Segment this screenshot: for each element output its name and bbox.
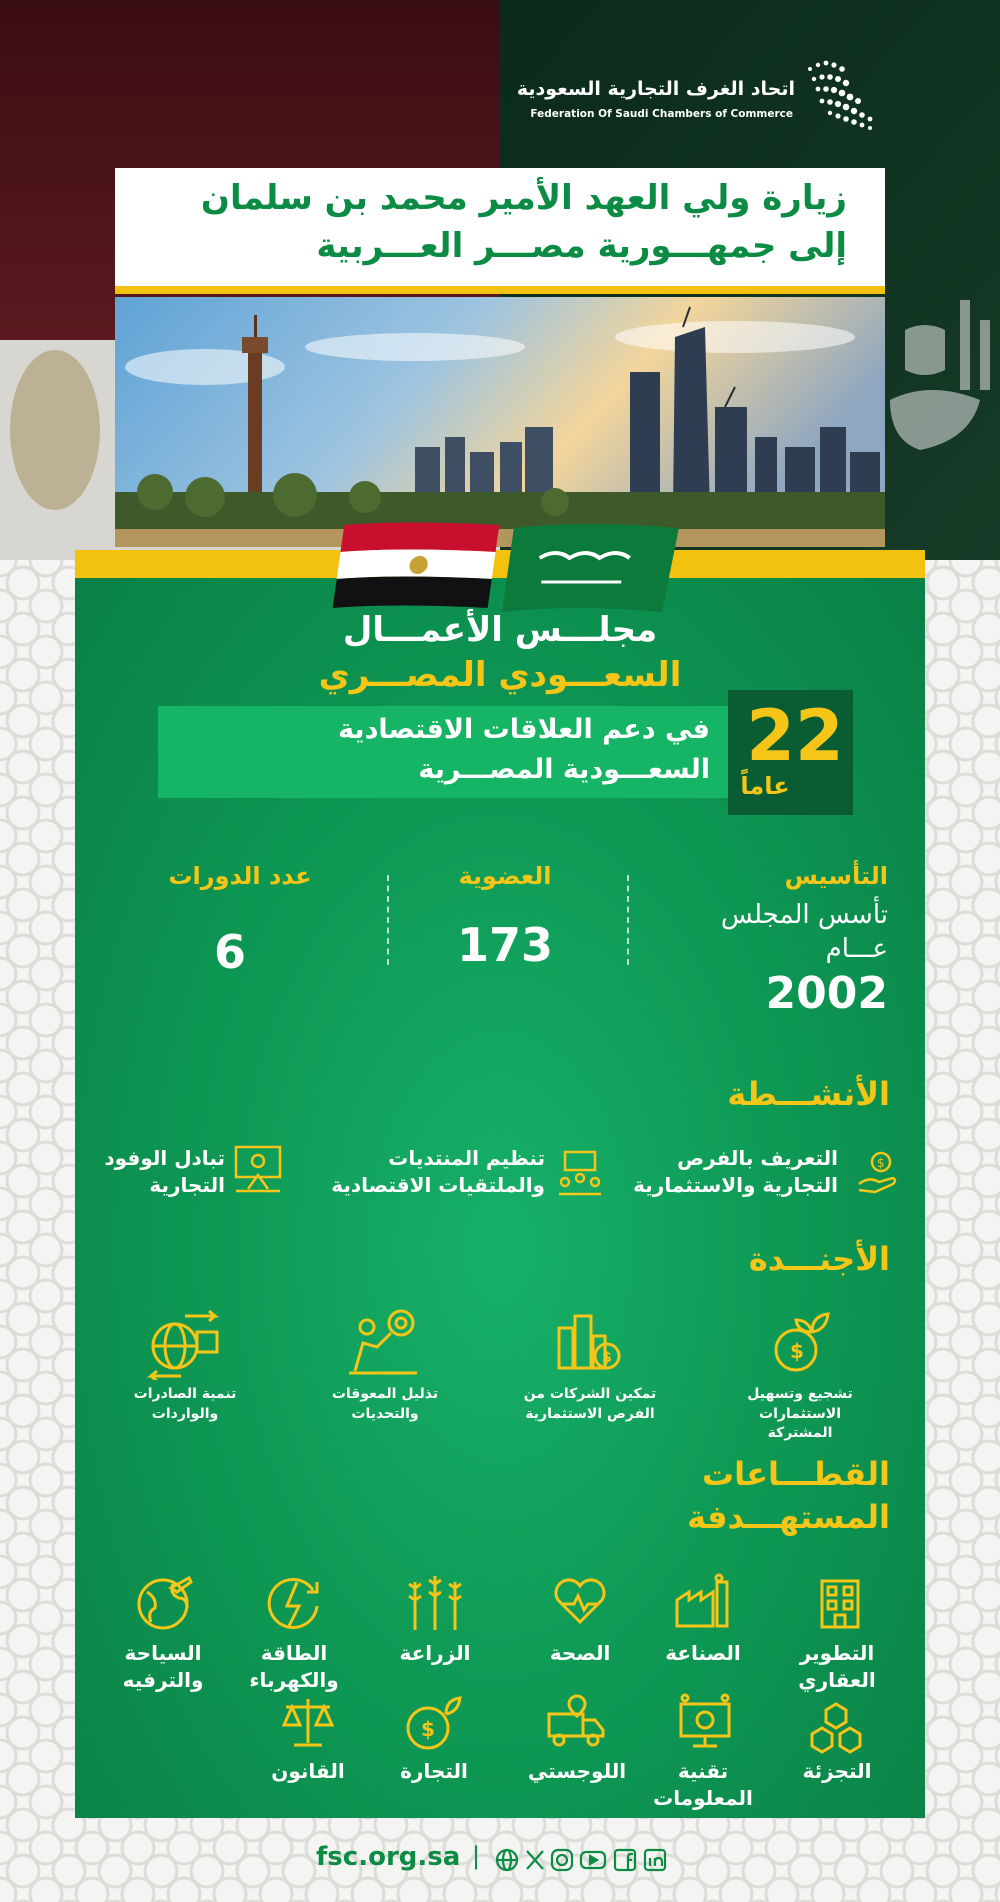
- meeting-icon: [555, 1148, 605, 1198]
- x-icon: [527, 1851, 543, 1869]
- youtube-icon: [581, 1852, 605, 1868]
- founding-year: 2002: [765, 968, 888, 1019]
- fsc-logo-icon: [800, 55, 888, 135]
- coin-plant-icon: [768, 1308, 838, 1378]
- years-number: 22: [746, 695, 844, 777]
- membership-value: 173: [456, 918, 554, 972]
- sector-law: [248, 1758, 368, 1785]
- title-line-1: زيارة ولي العهد الأمير محمد بن سلمان: [200, 178, 847, 218]
- website-link[interactable]: fsc.org.sa: [316, 1842, 461, 1872]
- sector-law-line1: القانون: [271, 1759, 345, 1783]
- sector-it: [643, 1758, 763, 1812]
- activity-3: [85, 1145, 225, 1199]
- founding-label: التأسيس: [784, 862, 888, 890]
- tagline-line1: في دعم العلاقات الاقتصادية: [338, 714, 710, 745]
- sector-trade-line1: التجارة: [400, 1759, 468, 1783]
- globe-trade-icon: [145, 1308, 223, 1380]
- sector-trade: [374, 1758, 494, 1785]
- council-title-line2: السعـــودي المصـــري: [318, 655, 682, 695]
- sector-energy: [234, 1640, 354, 1694]
- sector-tourism-line2: والترفيه: [122, 1668, 204, 1692]
- agenda-item-3-line2: والتحديات: [351, 1405, 419, 1422]
- stats-divider-1: [627, 875, 629, 965]
- truck-icon: [545, 1692, 609, 1752]
- years-word: عاماً: [740, 772, 790, 800]
- sector-industry-line1: الصناعة: [665, 1641, 741, 1665]
- saudi-flag-icon: [502, 524, 679, 612]
- sector-retail: [777, 1758, 897, 1785]
- title-line-2: إلى جمهـــورية مصـــر العـــربية: [316, 226, 847, 266]
- building-icon: [812, 1575, 868, 1631]
- sector-logistics: [517, 1758, 637, 1785]
- membership-label: العضوية: [458, 862, 552, 890]
- agenda-item-2-line1: تمكين الشركات من: [523, 1386, 657, 1402]
- sector-industry: [643, 1640, 763, 1667]
- activities-title: الأنشـــطة: [727, 1075, 890, 1113]
- sectors-title-1: القطـــاعات: [701, 1455, 890, 1493]
- agenda-item-3-line1: تذليل المعوقات: [331, 1386, 439, 1402]
- activity-1-line2: التجارية والاستثمارية: [633, 1173, 838, 1197]
- agenda-item-4-line1: تنمية الصادرات: [133, 1386, 237, 1402]
- sector-health-line1: الصحة: [549, 1641, 611, 1665]
- sector-health: [520, 1640, 640, 1667]
- linkedin-icon: [645, 1850, 665, 1870]
- travel-globe-icon: [133, 1572, 197, 1634]
- svg-text:$: $: [790, 1339, 804, 1363]
- footer-separator: |: [472, 1842, 481, 1870]
- it-monitor-icon: [675, 1692, 735, 1752]
- energy-icon: [263, 1572, 325, 1634]
- agenda-item-2-line2: الفرص الاستثمارية: [525, 1405, 655, 1422]
- delegation-icon: [232, 1143, 284, 1195]
- factory-icon: [673, 1572, 733, 1632]
- sessions-value: 6: [213, 925, 246, 979]
- hand-coin-icon: [855, 1148, 901, 1194]
- svg-text:$: $: [602, 1350, 612, 1366]
- agenda-item-4-line2: والواردات: [151, 1405, 219, 1422]
- activity-1-line1: التعريف بالفرص: [677, 1146, 838, 1170]
- sectors-title-2: المستهـــدفة: [687, 1498, 890, 1536]
- agenda-item-3: [300, 1385, 470, 1424]
- sector-agriculture-line1: الزراعة: [399, 1641, 471, 1665]
- activity-2-line1: تنظيم المنتديات: [388, 1146, 545, 1170]
- title-box: [115, 168, 885, 294]
- sector-energy-line1: الطاقة: [260, 1641, 328, 1665]
- sector-real-estate-line2: العقاري: [798, 1668, 876, 1692]
- sector-agriculture: [375, 1640, 495, 1667]
- cairo-riyadh-skyline-image: [115, 297, 885, 547]
- sessions-label: عدد الدورات: [168, 862, 312, 890]
- tagline-line2: السعـــودية المصـــرية: [418, 754, 710, 785]
- globe-icon: [497, 1850, 517, 1870]
- sector-energy-line2: والكهرباء: [249, 1668, 339, 1692]
- health-icon: [548, 1572, 612, 1632]
- activity-3-line1: تبادل الوفود: [104, 1146, 225, 1170]
- founding-text2: عـــام: [825, 934, 888, 964]
- activity-3-line2: التجارية: [149, 1173, 225, 1197]
- wheat-icon: [400, 1572, 470, 1634]
- svg-text:$: $: [421, 1717, 435, 1741]
- sector-tourism-line1: السياحة: [124, 1641, 202, 1665]
- scales-icon: [280, 1695, 336, 1751]
- agenda-item-1: [715, 1385, 885, 1444]
- agenda-title: الأجنـــدة: [748, 1240, 890, 1278]
- activity-2: [305, 1145, 545, 1199]
- sector-retail-line1: التجزئة: [802, 1759, 872, 1783]
- city-money-icon: [553, 1308, 623, 1378]
- social-icons-row: [495, 1846, 685, 1874]
- sector-tourism: [103, 1640, 223, 1694]
- facebook-icon: [615, 1850, 635, 1870]
- person-gear-icon: [345, 1305, 421, 1379]
- instagram-icon: [552, 1850, 572, 1870]
- agenda-item-1-line1: تشجيع وتسهيل الاستثمارات: [747, 1386, 853, 1422]
- founding-text1: تأسس المجلس: [720, 900, 888, 930]
- sector-it-line2: المعلومات: [653, 1786, 753, 1810]
- activity-2-line2: والملتقيات الاقتصادية: [331, 1173, 545, 1197]
- egypt-flag-icon: [333, 523, 500, 609]
- retail-cubes-icon: [808, 1700, 864, 1756]
- sector-real-estate: [777, 1640, 897, 1694]
- sector-logistics-line1: اللوجستي: [527, 1759, 627, 1783]
- stats-divider-2: [387, 875, 389, 965]
- council-title-line1: مجلـــس الأعمـــال: [342, 610, 658, 650]
- sector-it-line1: تقنية: [677, 1759, 729, 1783]
- footer: [0, 1840, 1000, 1880]
- coin-growth-icon: [402, 1692, 464, 1752]
- org-name-arabic: اتحاد الغرف التجارية السعودية: [516, 78, 795, 100]
- agenda-item-4: [100, 1385, 270, 1424]
- org-name-english: Federation Of Saudi Chambers of Commerce: [530, 108, 793, 120]
- agenda-item-2: [505, 1385, 675, 1424]
- egypt-saudi-flags: [325, 520, 685, 620]
- svg-text:$: $: [877, 1156, 885, 1170]
- agenda-item-1-line2: المشتركة: [767, 1425, 833, 1442]
- sector-real-estate-line1: التطوير: [799, 1641, 875, 1665]
- activity-1: [618, 1145, 838, 1199]
